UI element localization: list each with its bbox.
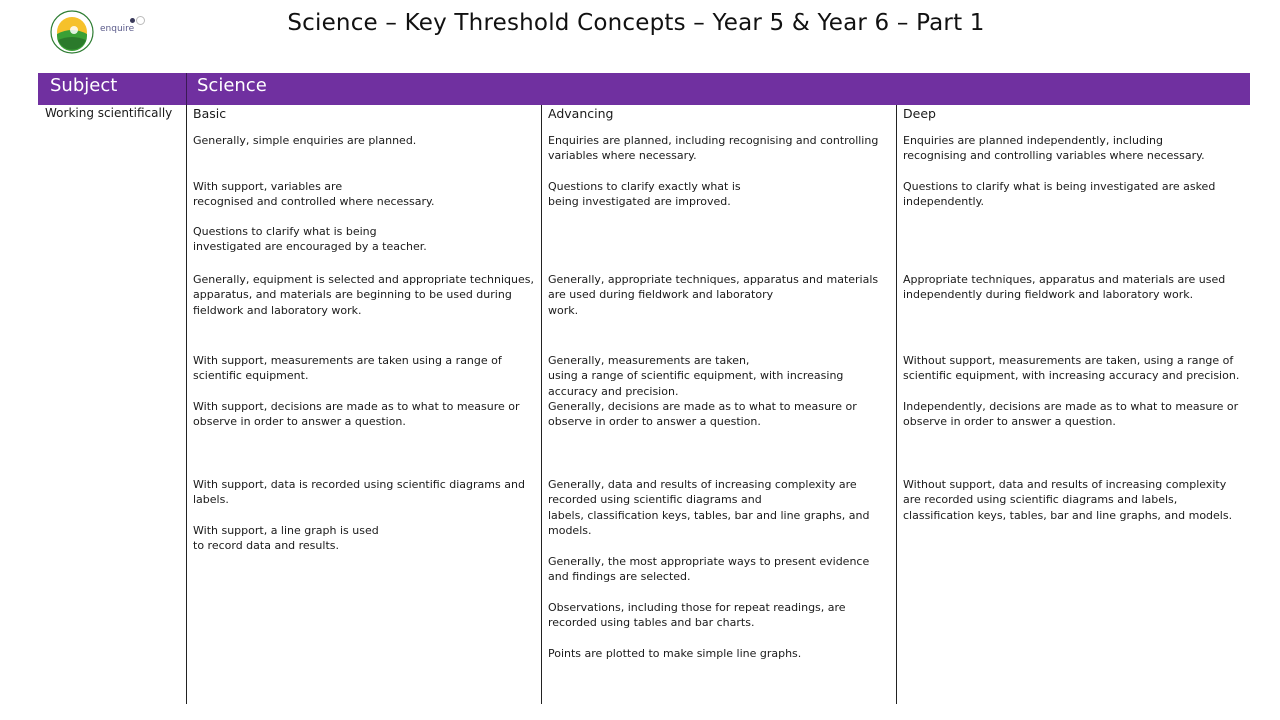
concept-item: With support, variables are recognised and controlled where necessary. bbox=[193, 180, 435, 209]
column-heading: Advancing bbox=[548, 106, 614, 121]
concept-item: Without support, data and results of increasing complexity are recorded using scientific diagrams and labels, classification keys, tables, bar and line graphs, and models. bbox=[903, 478, 1233, 522]
concept-item: Enquiries are planned, including recognising and controlling variables where necessary. bbox=[548, 134, 879, 163]
column-divider bbox=[186, 105, 187, 704]
row-label: Working scientifically bbox=[45, 106, 173, 120]
concept-item: Generally, appropriate techniques, apparatus and materials are used during fieldwork and laboratory work. bbox=[548, 273, 879, 317]
concept-item: Questions to clarify what is being investigated are encouraged by a teacher. bbox=[193, 225, 427, 254]
subject-header-value: Science bbox=[197, 75, 267, 96]
concept-item: Generally, the most appropriate ways to present evidence and findings are selected. bbox=[548, 555, 870, 584]
concept-item: Generally, data and results of increasing complexity are recorded using scientific diagrams and labels, classification keys, tables, bar and line graphs, and models. bbox=[548, 478, 870, 537]
header-divider bbox=[186, 73, 187, 105]
concept-item: Generally, simple enquiries are planned. bbox=[193, 134, 417, 147]
concept-item: With support, decisions are made as to what to measure or observe in order to answer a question. bbox=[193, 400, 520, 429]
concept-item: Generally, measurements are taken, using a range of scientific equipment, with increasing accuracy and precision. bbox=[548, 354, 844, 398]
concept-item: Questions to clarify exactly what is being investigated are improved. bbox=[548, 180, 741, 209]
concept-item: Independently, decisions are made as to what to measure or observe in order to answer a question. bbox=[903, 400, 1239, 429]
concept-item: With support, data is recorded using scientific diagrams and labels. bbox=[193, 478, 525, 507]
column-basic bbox=[193, 106, 538, 553]
concept-item: Questions to clarify what is being investigated are asked independently. bbox=[903, 180, 1216, 209]
header-bar bbox=[38, 73, 1250, 105]
column-heading: Basic bbox=[193, 106, 227, 121]
column-deep bbox=[903, 106, 1248, 522]
column-advancing bbox=[548, 106, 893, 660]
enquire-logo-text: enquire bbox=[100, 24, 135, 34]
column-divider bbox=[896, 105, 897, 704]
concept-item: Enquiries are planned independently, including recognising and controlling variables where necessary. bbox=[903, 134, 1205, 163]
concept-item: Observations, including those for repeat readings, are recorded using tables and bar charts. bbox=[548, 601, 846, 630]
concept-item: Appropriate techniques, apparatus and materials are used independently during fieldwork and laboratory work. bbox=[903, 273, 1226, 302]
column-divider bbox=[541, 105, 542, 704]
concept-item: Generally, equipment is selected and appropriate techniques, apparatus, and materials are beginning to be used during fieldwork and laboratory work. bbox=[193, 273, 535, 317]
concept-item: Points are plotted to make simple line graphs. bbox=[548, 647, 802, 660]
concept-item: Generally, decisions are made as to what to measure or observe in order to answer a question. bbox=[548, 400, 857, 429]
subject-header-label: Subject bbox=[50, 75, 118, 96]
column-heading: Deep bbox=[903, 106, 936, 121]
concept-item: With support, measurements are taken using a range of scientific equipment. bbox=[193, 354, 502, 383]
page-title: Science – Key Threshold Concepts – Year 5 & Year 6 – Part 1 bbox=[287, 10, 985, 36]
concept-item: With support, a line graph is used to record data and results. bbox=[193, 524, 379, 553]
concept-item: Without support, measurements are taken, using a range of scientific equipment, with increasing accuracy and precision. bbox=[903, 354, 1240, 383]
